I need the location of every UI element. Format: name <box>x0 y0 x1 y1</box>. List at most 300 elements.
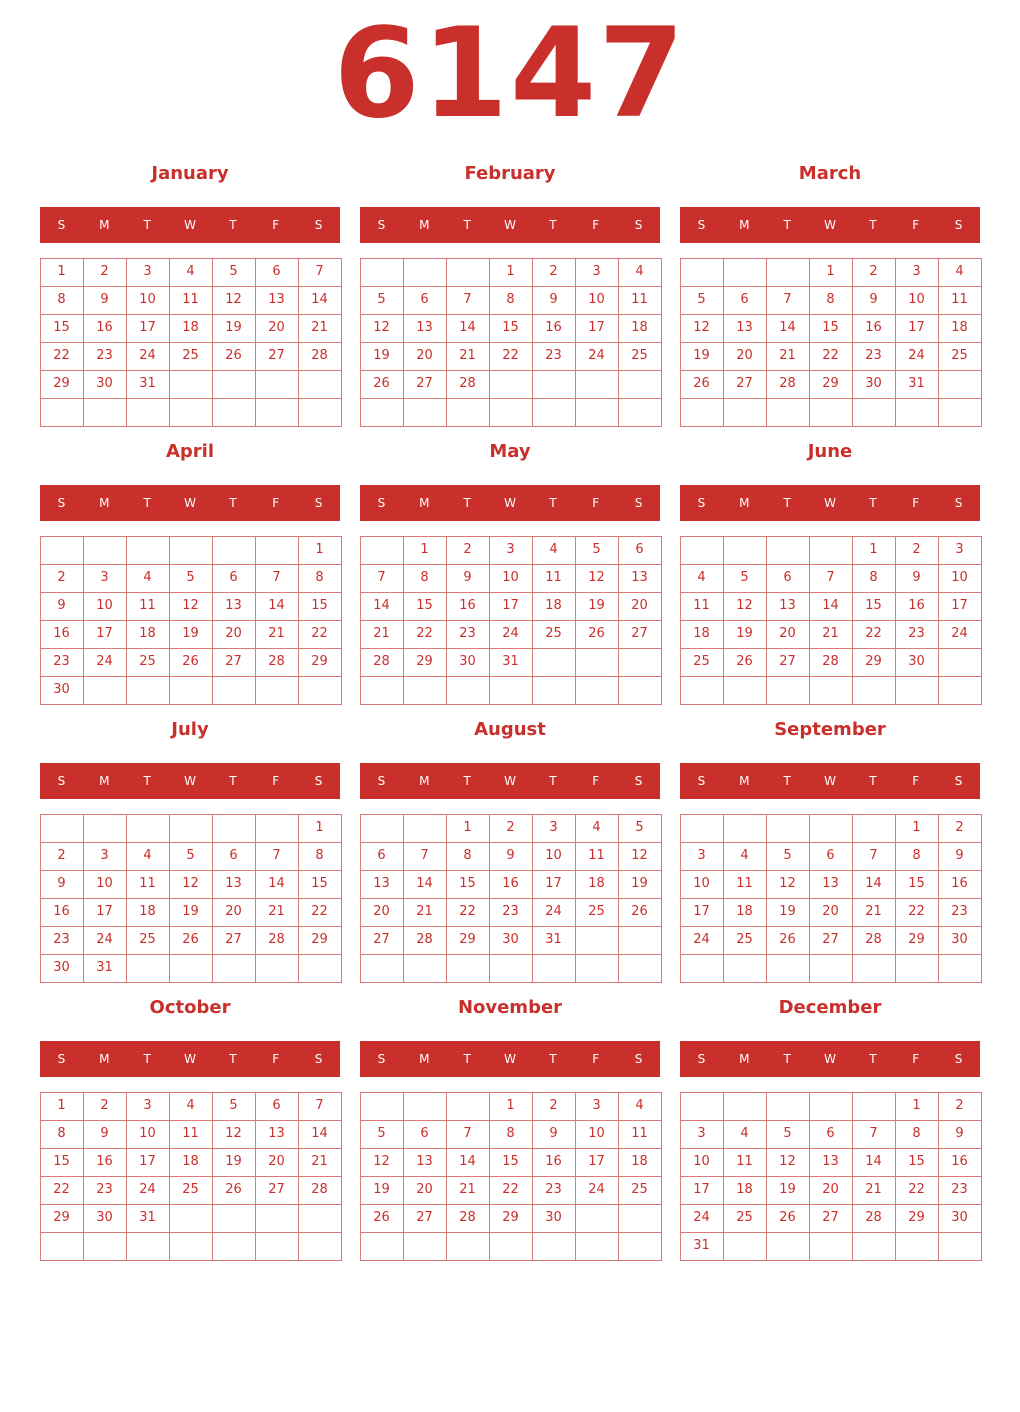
day-cell[interactable]: 27 <box>212 648 256 677</box>
day-cell[interactable]: 21 <box>403 898 447 927</box>
day-cell[interactable]: 29 <box>298 926 342 955</box>
day-cell[interactable]: 27 <box>809 1204 853 1233</box>
day-cell[interactable]: 7 <box>852 1120 896 1149</box>
day-cell[interactable]: 11 <box>618 1120 662 1149</box>
day-cell[interactable]: 10 <box>532 842 576 871</box>
day-cell[interactable]: 9 <box>532 286 576 315</box>
day-cell[interactable]: 2 <box>83 258 127 287</box>
day-cell[interactable]: 31 <box>532 926 576 955</box>
day-cell[interactable]: 19 <box>680 342 724 371</box>
day-cell[interactable]: 29 <box>403 648 447 677</box>
day-cell[interactable]: 28 <box>298 342 342 371</box>
day-cell[interactable]: 23 <box>40 926 84 955</box>
day-cell[interactable]: 18 <box>169 1148 213 1177</box>
day-cell[interactable]: 19 <box>360 342 404 371</box>
day-cell[interactable]: 28 <box>403 926 447 955</box>
day-cell[interactable]: 16 <box>532 1148 576 1177</box>
day-cell[interactable]: 13 <box>255 286 299 315</box>
day-cell[interactable]: 14 <box>298 1120 342 1149</box>
day-cell[interactable]: 26 <box>680 370 724 399</box>
day-cell[interactable]: 17 <box>938 592 982 621</box>
day-cell[interactable]: 16 <box>489 870 533 899</box>
day-cell[interactable]: 9 <box>895 564 939 593</box>
day-cell[interactable]: 4 <box>938 258 982 287</box>
day-cell[interactable]: 10 <box>83 870 127 899</box>
day-cell[interactable]: 20 <box>403 342 447 371</box>
day-cell[interactable]: 17 <box>83 898 127 927</box>
day-cell[interactable]: 30 <box>938 926 982 955</box>
day-cell[interactable]: 28 <box>360 648 404 677</box>
day-cell[interactable]: 28 <box>446 370 490 399</box>
day-cell[interactable]: 30 <box>40 676 84 705</box>
day-cell[interactable]: 5 <box>360 286 404 315</box>
day-cell[interactable]: 22 <box>489 342 533 371</box>
day-cell[interactable]: 11 <box>532 564 576 593</box>
day-cell[interactable]: 13 <box>618 564 662 593</box>
day-cell[interactable]: 30 <box>895 648 939 677</box>
day-cell[interactable]: 21 <box>360 620 404 649</box>
day-cell[interactable]: 6 <box>809 1120 853 1149</box>
day-cell[interactable]: 6 <box>212 564 256 593</box>
day-cell[interactable]: 15 <box>895 870 939 899</box>
day-cell[interactable]: 10 <box>680 870 724 899</box>
day-cell[interactable]: 28 <box>446 1204 490 1233</box>
day-cell[interactable]: 21 <box>852 1176 896 1205</box>
day-cell[interactable]: 10 <box>83 592 127 621</box>
day-cell[interactable]: 8 <box>403 564 447 593</box>
day-cell[interactable]: 4 <box>723 842 767 871</box>
day-cell[interactable]: 17 <box>489 592 533 621</box>
day-cell[interactable]: 14 <box>298 286 342 315</box>
day-cell[interactable]: 24 <box>83 648 127 677</box>
day-cell[interactable]: 7 <box>298 1092 342 1121</box>
day-cell[interactable]: 6 <box>403 286 447 315</box>
day-cell[interactable]: 19 <box>723 620 767 649</box>
day-cell[interactable]: 5 <box>723 564 767 593</box>
day-cell[interactable]: 9 <box>489 842 533 871</box>
day-cell[interactable]: 26 <box>575 620 619 649</box>
day-cell[interactable]: 2 <box>532 1092 576 1121</box>
day-cell[interactable]: 7 <box>255 564 299 593</box>
day-cell[interactable]: 9 <box>532 1120 576 1149</box>
day-cell[interactable]: 7 <box>852 842 896 871</box>
day-cell[interactable]: 23 <box>489 898 533 927</box>
day-cell[interactable]: 30 <box>83 1204 127 1233</box>
day-cell[interactable]: 9 <box>852 286 896 315</box>
day-cell[interactable]: 26 <box>212 342 256 371</box>
day-cell[interactable]: 28 <box>255 648 299 677</box>
day-cell[interactable]: 10 <box>126 1120 170 1149</box>
day-cell[interactable]: 28 <box>766 370 810 399</box>
day-cell[interactable]: 1 <box>852 536 896 565</box>
day-cell[interactable]: 12 <box>680 314 724 343</box>
day-cell[interactable]: 8 <box>446 842 490 871</box>
day-cell[interactable]: 5 <box>766 1120 810 1149</box>
day-cell[interactable]: 21 <box>255 898 299 927</box>
day-cell[interactable]: 14 <box>852 1148 896 1177</box>
day-cell[interactable]: 21 <box>446 1176 490 1205</box>
day-cell[interactable]: 4 <box>618 258 662 287</box>
day-cell[interactable]: 23 <box>83 1176 127 1205</box>
day-cell[interactable]: 11 <box>169 1120 213 1149</box>
day-cell[interactable]: 7 <box>255 842 299 871</box>
day-cell[interactable]: 16 <box>852 314 896 343</box>
day-cell[interactable]: 18 <box>938 314 982 343</box>
day-cell[interactable]: 11 <box>126 870 170 899</box>
day-cell[interactable]: 18 <box>575 870 619 899</box>
day-cell[interactable]: 4 <box>680 564 724 593</box>
day-cell[interactable]: 13 <box>212 870 256 899</box>
day-cell[interactable]: 5 <box>212 258 256 287</box>
day-cell[interactable]: 29 <box>40 1204 84 1233</box>
day-cell[interactable]: 23 <box>895 620 939 649</box>
day-cell[interactable]: 5 <box>212 1092 256 1121</box>
day-cell[interactable]: 28 <box>255 926 299 955</box>
day-cell[interactable]: 14 <box>446 314 490 343</box>
day-cell[interactable]: 25 <box>723 1204 767 1233</box>
day-cell[interactable]: 15 <box>403 592 447 621</box>
day-cell[interactable]: 1 <box>403 536 447 565</box>
day-cell[interactable]: 23 <box>938 898 982 927</box>
day-cell[interactable]: 7 <box>446 286 490 315</box>
day-cell[interactable]: 4 <box>169 1092 213 1121</box>
day-cell[interactable]: 19 <box>766 898 810 927</box>
day-cell[interactable]: 16 <box>895 592 939 621</box>
day-cell[interactable]: 4 <box>575 814 619 843</box>
day-cell[interactable]: 26 <box>169 926 213 955</box>
day-cell[interactable]: 20 <box>212 898 256 927</box>
day-cell[interactable]: 20 <box>255 1148 299 1177</box>
day-cell[interactable]: 10 <box>895 286 939 315</box>
day-cell[interactable]: 16 <box>532 314 576 343</box>
day-cell[interactable]: 6 <box>360 842 404 871</box>
day-cell[interactable]: 8 <box>852 564 896 593</box>
day-cell[interactable]: 21 <box>446 342 490 371</box>
day-cell[interactable]: 24 <box>575 1176 619 1205</box>
day-cell[interactable]: 16 <box>83 314 127 343</box>
day-cell[interactable]: 10 <box>575 286 619 315</box>
day-cell[interactable]: 25 <box>126 648 170 677</box>
day-cell[interactable]: 2 <box>489 814 533 843</box>
day-cell[interactable]: 8 <box>895 1120 939 1149</box>
day-cell[interactable]: 14 <box>809 592 853 621</box>
day-cell[interactable]: 14 <box>255 870 299 899</box>
day-cell[interactable]: 22 <box>40 342 84 371</box>
day-cell[interactable]: 14 <box>360 592 404 621</box>
day-cell[interactable]: 3 <box>895 258 939 287</box>
day-cell[interactable]: 6 <box>255 258 299 287</box>
day-cell[interactable]: 6 <box>723 286 767 315</box>
day-cell[interactable]: 30 <box>489 926 533 955</box>
day-cell[interactable]: 21 <box>809 620 853 649</box>
day-cell[interactable]: 13 <box>766 592 810 621</box>
day-cell[interactable]: 2 <box>895 536 939 565</box>
day-cell[interactable]: 15 <box>298 592 342 621</box>
day-cell[interactable]: 13 <box>403 1148 447 1177</box>
day-cell[interactable]: 27 <box>723 370 767 399</box>
day-cell[interactable]: 24 <box>126 342 170 371</box>
day-cell[interactable]: 24 <box>532 898 576 927</box>
day-cell[interactable]: 16 <box>40 620 84 649</box>
day-cell[interactable]: 22 <box>852 620 896 649</box>
day-cell[interactable]: 29 <box>298 648 342 677</box>
day-cell[interactable]: 2 <box>83 1092 127 1121</box>
day-cell[interactable]: 23 <box>83 342 127 371</box>
day-cell[interactable]: 16 <box>83 1148 127 1177</box>
day-cell[interactable]: 15 <box>298 870 342 899</box>
day-cell[interactable]: 11 <box>169 286 213 315</box>
day-cell[interactable]: 6 <box>766 564 810 593</box>
day-cell[interactable]: 15 <box>40 1148 84 1177</box>
day-cell[interactable]: 23 <box>532 1176 576 1205</box>
day-cell[interactable]: 11 <box>723 1148 767 1177</box>
day-cell[interactable]: 6 <box>809 842 853 871</box>
day-cell[interactable]: 16 <box>446 592 490 621</box>
day-cell[interactable]: 5 <box>360 1120 404 1149</box>
day-cell[interactable]: 26 <box>169 648 213 677</box>
day-cell[interactable]: 17 <box>895 314 939 343</box>
day-cell[interactable]: 1 <box>298 814 342 843</box>
day-cell[interactable]: 14 <box>255 592 299 621</box>
day-cell[interactable]: 1 <box>809 258 853 287</box>
day-cell[interactable]: 2 <box>852 258 896 287</box>
day-cell[interactable]: 10 <box>489 564 533 593</box>
day-cell[interactable]: 1 <box>40 258 84 287</box>
day-cell[interactable]: 11 <box>618 286 662 315</box>
day-cell[interactable]: 3 <box>575 258 619 287</box>
day-cell[interactable]: 6 <box>255 1092 299 1121</box>
day-cell[interactable]: 25 <box>126 926 170 955</box>
day-cell[interactable]: 25 <box>723 926 767 955</box>
day-cell[interactable]: 8 <box>809 286 853 315</box>
day-cell[interactable]: 2 <box>938 814 982 843</box>
day-cell[interactable]: 27 <box>618 620 662 649</box>
day-cell[interactable]: 25 <box>618 342 662 371</box>
day-cell[interactable]: 4 <box>126 564 170 593</box>
day-cell[interactable]: 21 <box>255 620 299 649</box>
day-cell[interactable]: 10 <box>126 286 170 315</box>
day-cell[interactable]: 29 <box>40 370 84 399</box>
day-cell[interactable]: 21 <box>852 898 896 927</box>
day-cell[interactable]: 25 <box>575 898 619 927</box>
day-cell[interactable]: 4 <box>723 1120 767 1149</box>
day-cell[interactable]: 5 <box>575 536 619 565</box>
day-cell[interactable]: 7 <box>766 286 810 315</box>
day-cell[interactable]: 25 <box>169 1176 213 1205</box>
day-cell[interactable]: 18 <box>680 620 724 649</box>
day-cell[interactable]: 22 <box>446 898 490 927</box>
day-cell[interactable]: 12 <box>360 1148 404 1177</box>
day-cell[interactable]: 6 <box>212 842 256 871</box>
day-cell[interactable]: 24 <box>575 342 619 371</box>
day-cell[interactable]: 24 <box>126 1176 170 1205</box>
day-cell[interactable]: 6 <box>618 536 662 565</box>
day-cell[interactable]: 16 <box>40 898 84 927</box>
day-cell[interactable]: 11 <box>938 286 982 315</box>
day-cell[interactable]: 25 <box>618 1176 662 1205</box>
day-cell[interactable]: 13 <box>255 1120 299 1149</box>
day-cell[interactable]: 17 <box>680 898 724 927</box>
day-cell[interactable]: 26 <box>360 1204 404 1233</box>
day-cell[interactable]: 12 <box>618 842 662 871</box>
day-cell[interactable]: 15 <box>40 314 84 343</box>
day-cell[interactable]: 27 <box>255 342 299 371</box>
day-cell[interactable]: 2 <box>40 564 84 593</box>
day-cell[interactable]: 27 <box>360 926 404 955</box>
day-cell[interactable]: 31 <box>83 954 127 983</box>
day-cell[interactable]: 17 <box>532 870 576 899</box>
day-cell[interactable]: 25 <box>169 342 213 371</box>
day-cell[interactable]: 12 <box>575 564 619 593</box>
day-cell[interactable]: 31 <box>680 1232 724 1261</box>
day-cell[interactable]: 28 <box>809 648 853 677</box>
day-cell[interactable]: 28 <box>298 1176 342 1205</box>
day-cell[interactable]: 18 <box>723 898 767 927</box>
day-cell[interactable]: 11 <box>126 592 170 621</box>
day-cell[interactable]: 16 <box>938 1148 982 1177</box>
day-cell[interactable]: 29 <box>895 1204 939 1233</box>
day-cell[interactable]: 25 <box>532 620 576 649</box>
day-cell[interactable]: 19 <box>212 1148 256 1177</box>
day-cell[interactable]: 14 <box>446 1148 490 1177</box>
day-cell[interactable]: 15 <box>489 1148 533 1177</box>
day-cell[interactable]: 5 <box>766 842 810 871</box>
day-cell[interactable]: 11 <box>723 870 767 899</box>
day-cell[interactable]: 25 <box>938 342 982 371</box>
day-cell[interactable]: 26 <box>360 370 404 399</box>
day-cell[interactable]: 9 <box>938 1120 982 1149</box>
day-cell[interactable]: 19 <box>618 870 662 899</box>
day-cell[interactable]: 15 <box>446 870 490 899</box>
day-cell[interactable]: 18 <box>723 1176 767 1205</box>
day-cell[interactable]: 27 <box>255 1176 299 1205</box>
day-cell[interactable]: 20 <box>212 620 256 649</box>
day-cell[interactable]: 2 <box>938 1092 982 1121</box>
day-cell[interactable]: 29 <box>852 648 896 677</box>
day-cell[interactable]: 13 <box>809 870 853 899</box>
day-cell[interactable]: 15 <box>489 314 533 343</box>
day-cell[interactable]: 22 <box>809 342 853 371</box>
day-cell[interactable]: 18 <box>618 1148 662 1177</box>
day-cell[interactable]: 15 <box>895 1148 939 1177</box>
day-cell[interactable]: 17 <box>126 314 170 343</box>
day-cell[interactable]: 19 <box>212 314 256 343</box>
day-cell[interactable]: 1 <box>40 1092 84 1121</box>
day-cell[interactable]: 19 <box>169 898 213 927</box>
day-cell[interactable]: 19 <box>575 592 619 621</box>
day-cell[interactable]: 29 <box>895 926 939 955</box>
day-cell[interactable]: 10 <box>680 1148 724 1177</box>
day-cell[interactable]: 19 <box>169 620 213 649</box>
day-cell[interactable]: 7 <box>403 842 447 871</box>
day-cell[interactable]: 16 <box>938 870 982 899</box>
day-cell[interactable]: 18 <box>532 592 576 621</box>
day-cell[interactable]: 8 <box>40 286 84 315</box>
day-cell[interactable]: 4 <box>126 842 170 871</box>
day-cell[interactable]: 3 <box>83 564 127 593</box>
day-cell[interactable]: 17 <box>575 314 619 343</box>
day-cell[interactable]: 8 <box>40 1120 84 1149</box>
day-cell[interactable]: 24 <box>83 926 127 955</box>
day-cell[interactable]: 7 <box>809 564 853 593</box>
day-cell[interactable]: 29 <box>446 926 490 955</box>
day-cell[interactable]: 1 <box>298 536 342 565</box>
day-cell[interactable]: 13 <box>403 314 447 343</box>
day-cell[interactable]: 4 <box>169 258 213 287</box>
day-cell[interactable]: 5 <box>169 842 213 871</box>
day-cell[interactable]: 9 <box>83 286 127 315</box>
day-cell[interactable]: 21 <box>298 1148 342 1177</box>
day-cell[interactable]: 12 <box>766 870 810 899</box>
day-cell[interactable]: 12 <box>212 1120 256 1149</box>
day-cell[interactable]: 17 <box>680 1176 724 1205</box>
day-cell[interactable]: 7 <box>446 1120 490 1149</box>
day-cell[interactable]: 25 <box>680 648 724 677</box>
day-cell[interactable]: 14 <box>766 314 810 343</box>
day-cell[interactable]: 17 <box>575 1148 619 1177</box>
day-cell[interactable]: 10 <box>938 564 982 593</box>
day-cell[interactable]: 3 <box>575 1092 619 1121</box>
day-cell[interactable]: 24 <box>938 620 982 649</box>
day-cell[interactable]: 3 <box>938 536 982 565</box>
day-cell[interactable]: 8 <box>298 842 342 871</box>
day-cell[interactable]: 7 <box>360 564 404 593</box>
day-cell[interactable]: 5 <box>618 814 662 843</box>
day-cell[interactable]: 26 <box>618 898 662 927</box>
day-cell[interactable]: 17 <box>83 620 127 649</box>
day-cell[interactable]: 22 <box>895 1176 939 1205</box>
day-cell[interactable]: 20 <box>618 592 662 621</box>
day-cell[interactable]: 20 <box>723 342 767 371</box>
day-cell[interactable]: 4 <box>532 536 576 565</box>
day-cell[interactable]: 1 <box>895 1092 939 1121</box>
day-cell[interactable]: 30 <box>40 954 84 983</box>
day-cell[interactable]: 9 <box>83 1120 127 1149</box>
day-cell[interactable]: 20 <box>403 1176 447 1205</box>
day-cell[interactable]: 20 <box>809 898 853 927</box>
day-cell[interactable]: 1 <box>489 258 533 287</box>
day-cell[interactable]: 27 <box>212 926 256 955</box>
day-cell[interactable]: 20 <box>255 314 299 343</box>
day-cell[interactable]: 17 <box>126 1148 170 1177</box>
day-cell[interactable]: 31 <box>895 370 939 399</box>
day-cell[interactable]: 9 <box>40 870 84 899</box>
day-cell[interactable]: 9 <box>938 842 982 871</box>
day-cell[interactable]: 3 <box>532 814 576 843</box>
day-cell[interactable]: 3 <box>680 842 724 871</box>
day-cell[interactable]: 13 <box>360 870 404 899</box>
day-cell[interactable]: 24 <box>489 620 533 649</box>
day-cell[interactable]: 19 <box>360 1176 404 1205</box>
day-cell[interactable]: 26 <box>766 1204 810 1233</box>
day-cell[interactable]: 28 <box>852 1204 896 1233</box>
day-cell[interactable]: 2 <box>446 536 490 565</box>
day-cell[interactable]: 12 <box>360 314 404 343</box>
day-cell[interactable]: 15 <box>809 314 853 343</box>
day-cell[interactable]: 1 <box>895 814 939 843</box>
day-cell[interactable]: 26 <box>766 926 810 955</box>
day-cell[interactable]: 31 <box>126 370 170 399</box>
day-cell[interactable]: 23 <box>852 342 896 371</box>
day-cell[interactable]: 14 <box>403 870 447 899</box>
day-cell[interactable]: 26 <box>212 1176 256 1205</box>
day-cell[interactable]: 30 <box>83 370 127 399</box>
day-cell[interactable]: 20 <box>766 620 810 649</box>
day-cell[interactable]: 1 <box>446 814 490 843</box>
day-cell[interactable]: 27 <box>403 1204 447 1233</box>
day-cell[interactable]: 11 <box>680 592 724 621</box>
day-cell[interactable]: 2 <box>40 842 84 871</box>
